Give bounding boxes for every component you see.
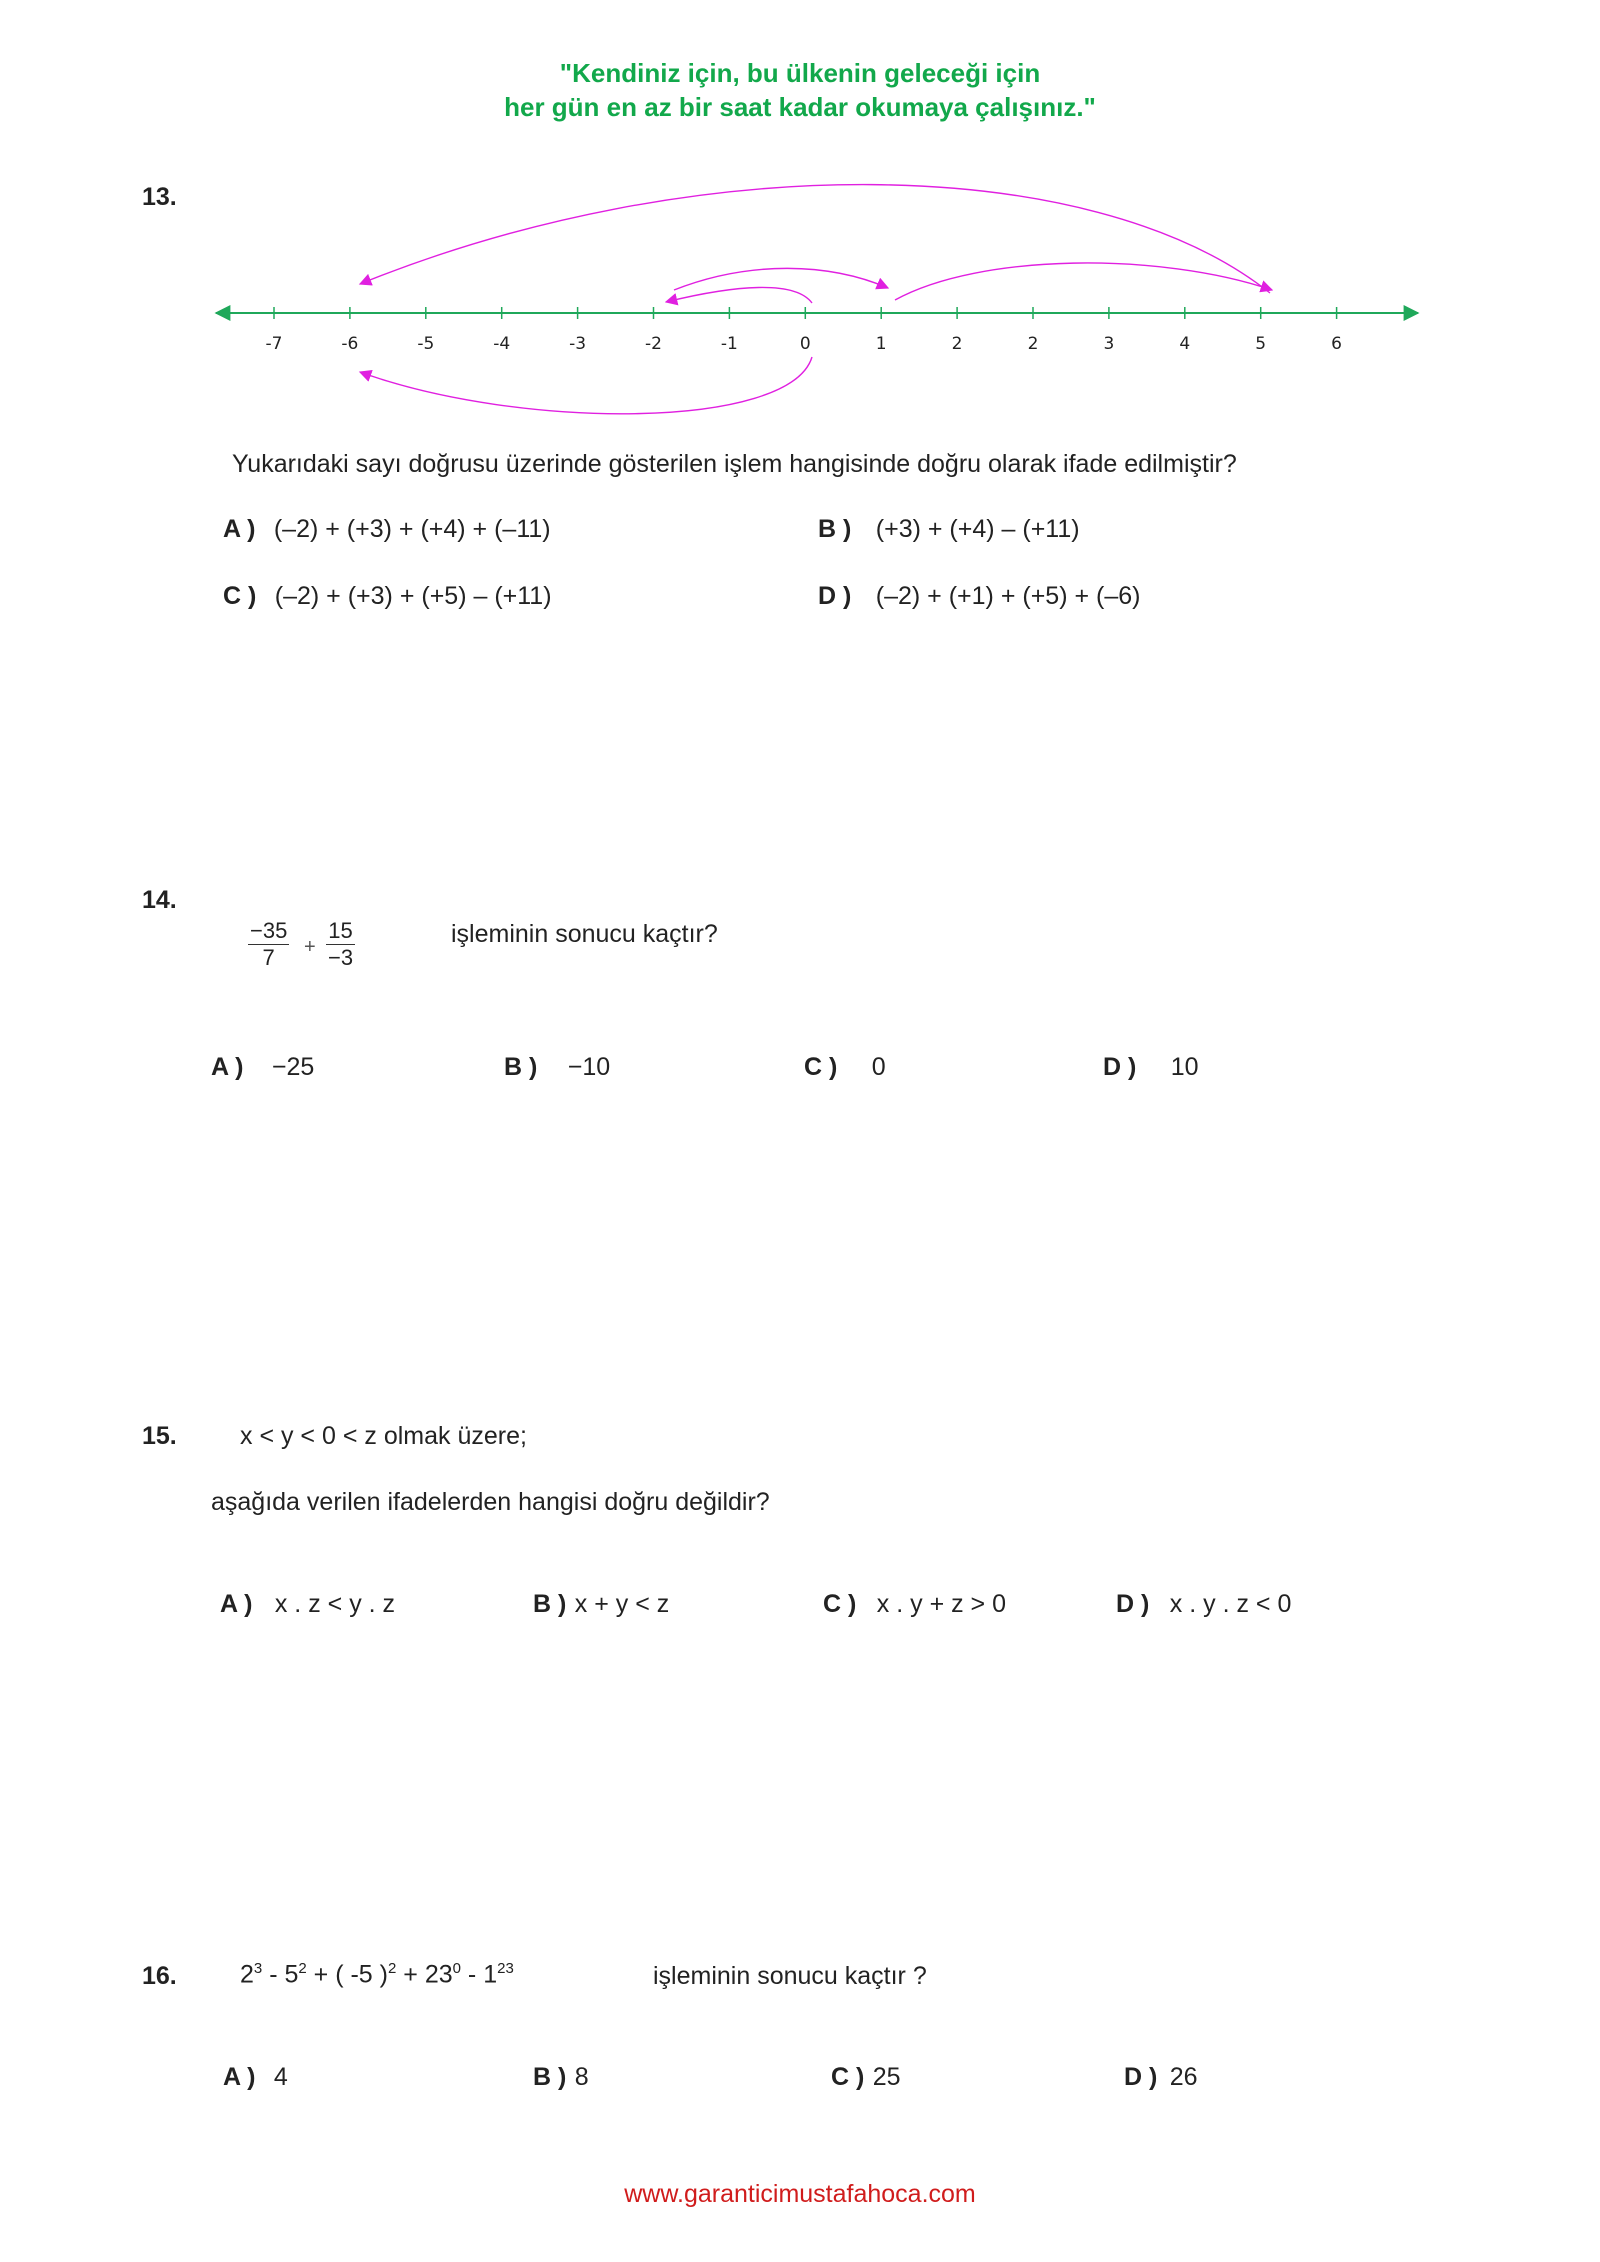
expr-exp-5: 23	[497, 1960, 514, 1977]
q14-option-c-text: 0	[871, 1053, 886, 1081]
plus-sign: +	[304, 936, 316, 958]
arc-0-to-minus-2	[666, 287, 812, 303]
q13-option-a-label: A )	[223, 515, 256, 543]
q13-option-b-text: (+3) + (+4) – (+11)	[875, 515, 1080, 543]
fraction-1-denominator: 7	[262, 945, 275, 970]
tick-label: -2	[645, 334, 662, 354]
q15-option-d-label: D )	[1116, 1590, 1150, 1618]
tick-label: 4	[1179, 334, 1191, 354]
q14-option-a[interactable]	[211, 1053, 314, 1082]
question-14-prompt: işleminin sonucu kaçtır?	[451, 920, 718, 948]
question-15-condition: x < y < 0 < z olmak üzere;	[240, 1422, 527, 1450]
q15-option-b-text: x + y < z	[574, 1590, 670, 1618]
q14-option-b-label: B )	[504, 1053, 538, 1081]
question-15-number: 15.	[142, 1422, 177, 1450]
tick-label: -1	[720, 334, 738, 354]
tick-label: 1	[875, 334, 887, 354]
question-16-number: 16.	[142, 1962, 177, 1990]
arc-5-to-minus-6	[360, 185, 1270, 293]
q16-option-b-text: 8	[574, 2063, 589, 2091]
tick-label: -5	[417, 334, 435, 354]
tick-label: 3	[1103, 334, 1115, 354]
number-line-diagram	[190, 160, 1450, 440]
expr-exp-4: 0	[452, 1960, 461, 1977]
q15-option-b-label: B )	[533, 1590, 567, 1618]
q13-option-b[interactable]	[818, 515, 1080, 544]
q13-option-a-text: (–2) + (+3) + (+4) + (–11)	[273, 515, 551, 543]
q15-option-a[interactable]	[220, 1590, 395, 1619]
q13-option-b-label: B )	[818, 515, 852, 543]
arc-minus-2-to-1	[674, 268, 888, 290]
q14-option-d[interactable]	[1103, 1053, 1199, 1082]
tick-label: 2	[1027, 334, 1039, 354]
arc-0-to-minus-6-below	[360, 357, 812, 414]
tick-label: -4	[493, 334, 511, 354]
expr-exp-1: 3	[253, 1960, 263, 1977]
q14-option-a-text: −25	[271, 1053, 315, 1081]
q15-option-d-text: x . y . z < 0	[1169, 1590, 1292, 1618]
fraction-2-denominator: −3	[328, 945, 354, 970]
fraction-1	[248, 918, 289, 971]
q16-option-c-text: 25	[872, 2063, 901, 2091]
q16-option-a-text: 4	[273, 2063, 288, 2091]
q13-option-d[interactable]	[818, 582, 1140, 611]
expr-exp-3: 2	[387, 1960, 397, 1977]
q13-option-c[interactable]	[223, 582, 552, 611]
tick-label: -3	[569, 334, 587, 354]
q13-option-d-text: (–2) + (+1) + (+5) + (–6)	[875, 582, 1141, 610]
header-quote-line-2: her gün en az bir saat kadar okumaya çalışınız."	[504, 92, 1096, 122]
tick-label: 0	[799, 334, 811, 354]
question-14-number: 14.	[142, 886, 177, 914]
tick-label: -7	[265, 334, 283, 354]
expr-exp-2: 2	[298, 1960, 307, 1977]
expr-term-3: + ( -5 )	[306, 1960, 388, 1989]
q16-option-c[interactable]	[831, 2063, 901, 2092]
fraction-2	[326, 918, 355, 971]
footer-website[interactable]: www.garanticimustafahoca.com	[624, 2180, 976, 2208]
q15-option-b[interactable]	[533, 1590, 669, 1619]
q14-option-c[interactable]	[804, 1053, 886, 1082]
fraction-1-numerator: −35	[250, 918, 288, 943]
q15-option-d[interactable]	[1116, 1590, 1291, 1619]
expr-base-1: 2	[240, 1960, 254, 1989]
question-16-prompt: işleminin sonucu kaçtır ?	[653, 1962, 927, 1990]
arc-1-to-5	[895, 263, 1272, 300]
q13-option-c-label: C )	[223, 582, 257, 610]
expr-term-2: - 5	[262, 1960, 299, 1989]
q14-option-d-label: D )	[1103, 1053, 1137, 1081]
fraction-2-numerator: 15	[326, 918, 355, 945]
q16-option-a[interactable]	[223, 2063, 288, 2092]
q15-option-c[interactable]	[823, 1590, 1006, 1619]
q14-option-b[interactable]	[504, 1053, 610, 1082]
expr-term-5: - 1	[460, 1960, 498, 1989]
q16-option-d[interactable]	[1124, 2063, 1198, 2092]
question-15-prompt: aşağıda verilen ifadelerden hangisi doğru değildir?	[211, 1488, 770, 1516]
q14-option-d-text: 10	[1170, 1053, 1199, 1081]
question-16-expression	[240, 1960, 514, 1989]
q13-option-a[interactable]	[223, 515, 551, 544]
q13-option-d-label: D )	[818, 582, 852, 610]
q16-option-b[interactable]	[533, 2063, 589, 2092]
expr-term-4: + 23	[396, 1960, 453, 1989]
number-line-ticks	[266, 307, 1342, 354]
q15-option-c-label: C )	[823, 1590, 857, 1618]
header-quote-line-1: "Kendiniz için, bu ülkenin geleceği için	[559, 58, 1041, 88]
q14-option-b-text: −10	[567, 1053, 611, 1081]
tick-label: 2	[951, 334, 963, 354]
q13-option-c-text: (–2) + (+3) + (+5) – (+11)	[274, 582, 552, 610]
q16-option-a-label: A )	[223, 2063, 256, 2091]
q15-option-a-text: x . z < y . z	[274, 1590, 396, 1618]
q15-option-c-text: x . y + z > 0	[876, 1590, 1007, 1618]
q14-option-c-label: C )	[804, 1053, 838, 1081]
q16-option-c-label: C )	[831, 2063, 865, 2091]
tick-label: 6	[1331, 334, 1343, 354]
header-quote	[0, 56, 1600, 124]
q16-option-d-label: D )	[1124, 2063, 1158, 2091]
q15-option-a-label: A )	[220, 1590, 253, 1618]
q16-option-d-text: 26	[1169, 2063, 1198, 2091]
tick-label: 5	[1255, 334, 1267, 354]
tick-label: -6	[341, 334, 359, 354]
q16-option-b-label: B )	[533, 2063, 567, 2091]
question-13-number: 13.	[142, 183, 177, 211]
question-13-prompt: Yukarıdaki sayı doğrusu üzerinde gösterilen işlem hangisinde doğru olarak ifade edilmiştir?	[232, 450, 1237, 478]
q14-option-a-label: A )	[211, 1053, 244, 1081]
